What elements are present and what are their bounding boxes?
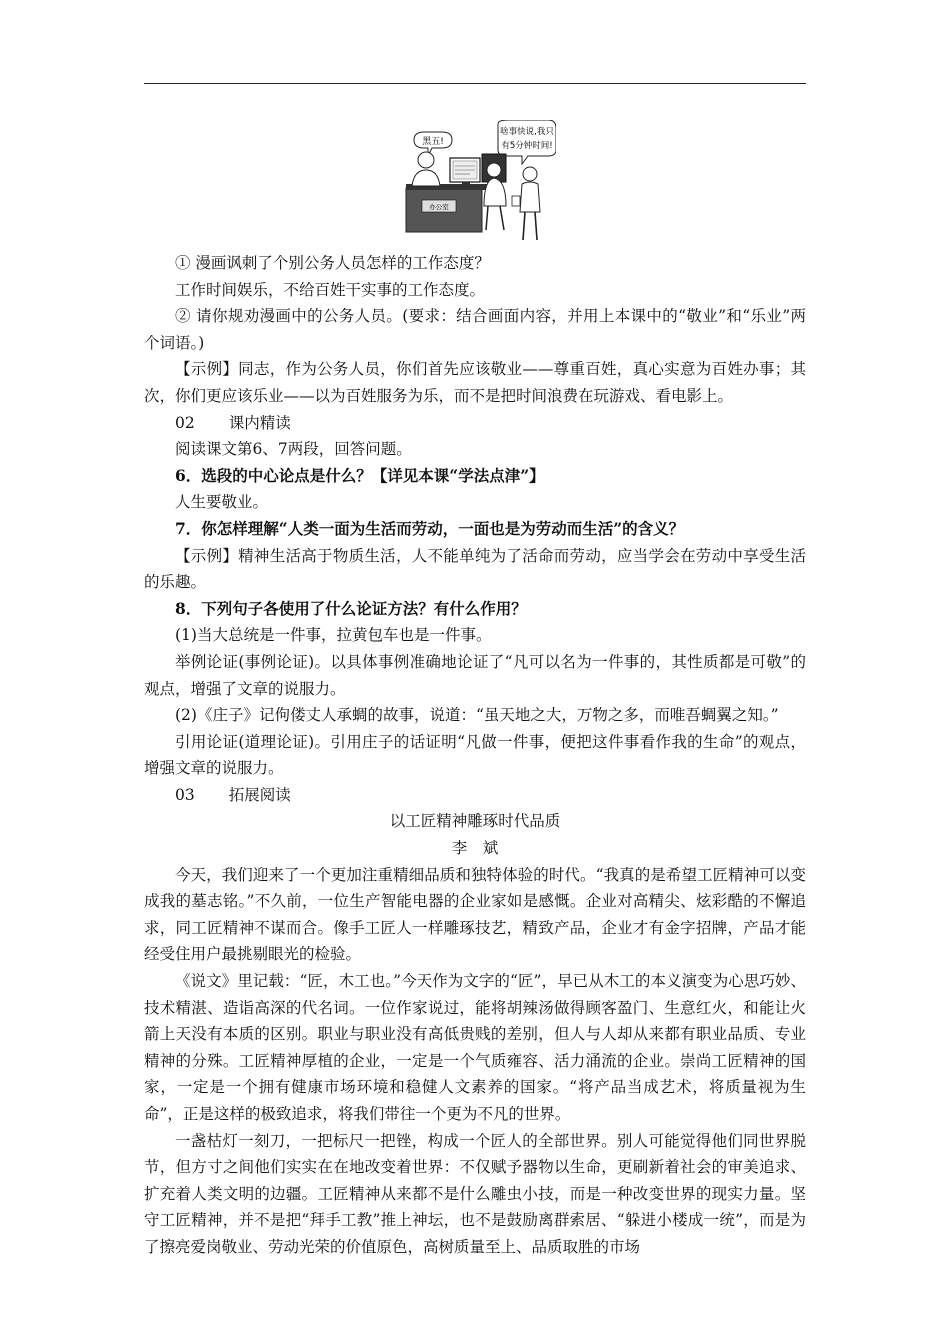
article-paragraph-2: 《说文》里记载：“匠，木工也。”今天作为文字的“匠”，早已从木工的本义演变为心思巧妙、技术精湛、造诣高深的代名词。一位作家说过，能将胡辣汤做得顾客盈门、生意红火，和能让火箭上天没有本质的区别。职业与职业没有高低贵贱的差别，但人与人却从来都有职业品质、专业精神的分殊。工匠精神厚植的企业，一定是一个气质雍容、活力涌流的企业。崇尚工匠精神的国家，一定是一个拥有健康市场环境和稳健人文素养的国家。“将产品当成艺术，将质量视为生命”，正是这样的极致追求，将我们带往一个更为不凡的世界。 bbox=[144, 972, 806, 1123]
article-paragraph-3: 一盏枯灯一刻刀，一把标尺一把锉，构成一个匠人的全部世界。别人可能觉得他们同世界脱节，但方寸之间他们实实在在地改变着世界：不仅赋予器物以生命，更刷新着社会的审美追求、扩充着人类文明的边疆。工匠精神从来都不是什么雕虫小技，而是一种改变世界的现实力量。坚守工匠精神，并不是把“拜手工教”推上神坛，也不是鼓励离群索居、“躲进小楼成一统”，而是为了擦亮爱岗敬业、劳动光荣的价值原色，高树质量至上、品质取胜的市场 bbox=[144, 1131, 806, 1256]
cartoon-illustration bbox=[398, 120, 556, 242]
article-author: 李 斌 bbox=[451, 839, 499, 858]
section-heading-02 bbox=[144, 410, 806, 437]
question-8-item-2: (2)《庄子》记佝偻丈人承蜩的故事，说道：“虽天地之大，万物之多，而唯吾蜩翼之知。” bbox=[175, 706, 779, 725]
question-7: 7．你怎样理解“人类一面为生活而劳动，一面也是为劳动而生活”的含义？ bbox=[175, 518, 685, 538]
bubble-right-line2: 有5分钟时间! bbox=[501, 141, 553, 151]
question-8-item-1: (1)当大总统是一件事，拉黄包车也是一件事。 bbox=[175, 626, 492, 645]
visitor-head bbox=[523, 167, 537, 181]
question-cartoon-1: ① 漫画讽刺了个别公务人员怎样的工作态度？ bbox=[175, 254, 490, 272]
reading-instruction: 阅读课文第6、7两段，回答问题。 bbox=[175, 440, 412, 459]
article-paragraph-1: 今天，我们迎来了一个更加注重精细品质和独特体验的时代。“我真的是希望工匠精神可以变成我的墓志铭。”不久前，一位生产智能电器的企业家如是感慨。企业对高精尖、炫彩酷的不懈追求，同工匠精神不谋而合。像手工匠人一样雕琢技艺，精致产品，企业才有金字招牌，产品才能经受住用户最挑剔眼光的检验。 bbox=[144, 865, 806, 964]
section-number: 02 bbox=[175, 413, 195, 432]
answer-8-item-2: 引用论证(道理论证)。引用庄子的话证明“凡做一件事，便把这件事看作我的生命”的观点，增强文章的说服力。 bbox=[144, 732, 806, 778]
question-6: 6．选段的中心论点是什么？【详见本课“学法点津”】 bbox=[175, 465, 545, 485]
question-cartoon-2: ② 请你规劝漫画中的公务人员。(要求：结合画面内容，并用上本课中的“敬业”和“乐业”两个词语。) bbox=[144, 307, 806, 352]
answer-cartoon-2: 【示例】同志，作为公务人员，你们首先应该敬业——尊重百姓，真心实意为百姓办事；其次，你们更应该乐业——以为百姓服务为乐，而不是把时间浪费在玩游戏、看电影上。 bbox=[144, 360, 806, 405]
section-title: 拓展阅读 bbox=[228, 785, 291, 804]
bubble-left-text: 黑五! bbox=[422, 137, 444, 147]
section-number: 03 bbox=[175, 785, 195, 804]
speech-bubble-right bbox=[498, 120, 556, 164]
office-sign-text: 办公室 bbox=[429, 203, 449, 211]
seated-person-head bbox=[418, 152, 434, 168]
answer-cartoon-1: 工作时间娱乐，不给百姓干实事的工作态度。 bbox=[175, 280, 486, 299]
article-title: 以工匠精神雕琢时代品质 bbox=[389, 812, 561, 831]
document-body bbox=[144, 250, 806, 1261]
header-rule bbox=[144, 83, 806, 84]
section-heading-03 bbox=[144, 782, 806, 809]
speech-bubble-left bbox=[414, 132, 452, 156]
answer-6: 人生要敬业。 bbox=[175, 493, 269, 512]
section-title: 课内精读 bbox=[228, 413, 291, 432]
answer-8-item-1: 举例论证(事例论证)。以具体事例准确地论证了“凡可以名为一件事的，其性质都是可敬”的观点，增强了文章的说服力。 bbox=[144, 652, 806, 698]
answer-7: 【示例】精神生活高于物质生活，人不能单纯为了活命而劳动，应当学会在劳动中享受生活的乐趣。 bbox=[144, 546, 806, 592]
bubble-right-line1: 啥事快说,我只 bbox=[500, 127, 554, 137]
question-8: 8．下列句子各使用了什么论证方法？有什么作用？ bbox=[175, 598, 527, 618]
